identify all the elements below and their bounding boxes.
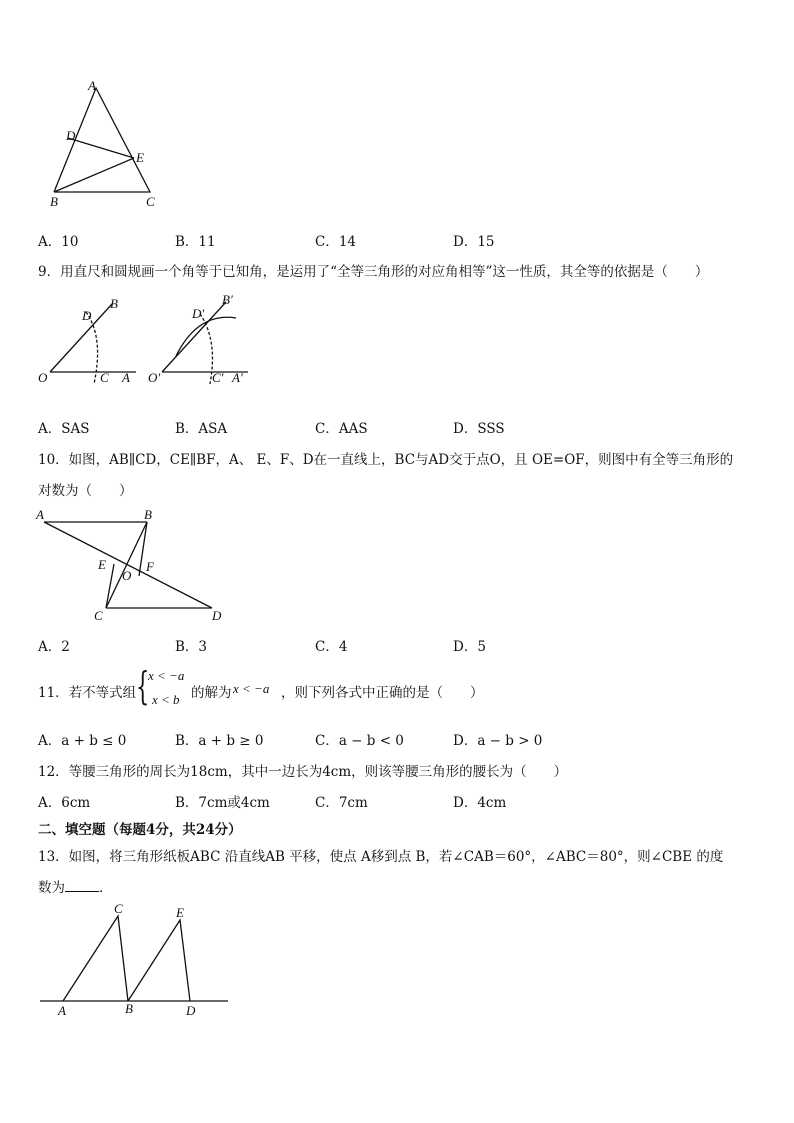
q9-label-b-prime: B′ [222,292,233,307]
q11-question-suffix: ，则下列各式中正确的是（ ） [281,685,484,701]
q11-option-a: A．a + b ≤ 0 [38,733,127,749]
q8-label-e: E [136,150,144,165]
q11-option-c: C．a − b < 0 [315,733,404,749]
q9-option-b: B．ASA [175,421,228,437]
q10-question-text-line2: 对数为（ ） [38,483,133,499]
q10-option-c: C．4 [315,639,348,655]
q8-option-d: D．15 [453,234,495,250]
q8-triangle-figure [40,78,170,218]
q8-option-b: B．11 [175,234,216,250]
q12-option-c: C．7cm [315,795,368,811]
q13-question-text-line1: 13．如图，将三角形纸板ABC 沿直线AB 平移，使点 A移到点 B，若∠CAB＝60°，∠ABC＝80°，则∠CBE 的度 [38,849,724,865]
q11-question-middle: 的解为 [191,685,232,701]
q13-label-e: E [176,905,184,920]
q10-label-f: F [146,559,154,574]
q10-label-b: B [144,507,152,522]
q9-option-c: C．AAS [315,421,368,437]
q9-label-c: C [100,370,109,385]
q11-system-brace: { [136,664,150,708]
q11-solution: x < −a [233,681,270,696]
q10-option-a: A．2 [38,639,70,655]
q12-option-b: B．7cm或4cm [175,795,270,811]
q9-label-c-prime: C′ [212,370,224,385]
q9-label-o: O [38,370,48,385]
q12-question-text: 12．等腰三角形的周长为18cm，其中一边长为4cm，则该等腰三角形的腰长为（ ） [38,764,568,780]
q10-label-a: A [36,507,44,522]
q9-option-a: A．SAS [38,421,90,437]
q9-option-d: D．SSS [453,421,505,437]
q10-question-text-line1: 10．如图，AB∥CD，CE∥BF，A、 E、F、D在一直线上，BC与AD交于点O，且 OE=OF，则图中有全等三角形的 [38,452,734,468]
q10-option-b: B．3 [175,639,208,655]
q10-label-d: D [212,608,222,623]
q13-label-c: C [114,901,123,916]
q9-label-a: A [122,370,130,385]
q13-text-prefix: 数为 [38,880,65,896]
q8-option-c: C．14 [315,234,357,250]
q8-label-c: C [146,194,155,209]
q13-label-d: D [186,1003,196,1018]
q12-option-d: D．4cm [453,795,507,811]
q10-option-d: D．5 [453,639,486,655]
q10-label-o: O [122,568,132,583]
q10-label-c: C [94,608,103,623]
q8-label-b: B [50,194,58,209]
q8-label-a: A [88,78,96,93]
q13-question-text-line2 [38,876,113,896]
q9-question-text: 9．用直尺和圆规画一个角等于已知角，是运用了“全等三角形的对应角相等”这一性质，其全等的依据是（ ） [38,264,709,280]
q8-label-d: D [66,128,76,143]
q11-option-d: D．a − b > 0 [453,733,543,749]
q10-parallel-lines-figure [32,505,232,625]
q11-system-line1: x < −a [148,668,185,683]
q9-angle-construction-figure [36,292,266,392]
section-heading: 二、填空题（每题4分，共24分） [38,822,242,838]
q9-label-o-prime: O′ [148,370,161,385]
q9-label-d-prime: D′ [192,306,205,321]
q13-answer-blank[interactable] [65,891,99,892]
q13-translation-figure [38,900,233,1025]
q13-label-a: A [58,1003,66,1018]
q11-question-prefix: 11．若不等式组 [38,685,137,701]
q9-label-a-prime: A′ [232,370,243,385]
q11-system-line2: x < b [152,692,180,707]
q10-label-e: E [98,557,106,572]
q12-option-a: A．6cm [38,795,91,811]
q13-text-suffix: ． [99,880,113,896]
q8-option-a: A．10 [38,234,79,250]
q13-label-b: B [125,1001,133,1016]
q9-label-b: B [110,296,118,311]
q11-option-b: B．a + b ≥ 0 [175,733,264,749]
q9-label-d: D [82,308,92,323]
